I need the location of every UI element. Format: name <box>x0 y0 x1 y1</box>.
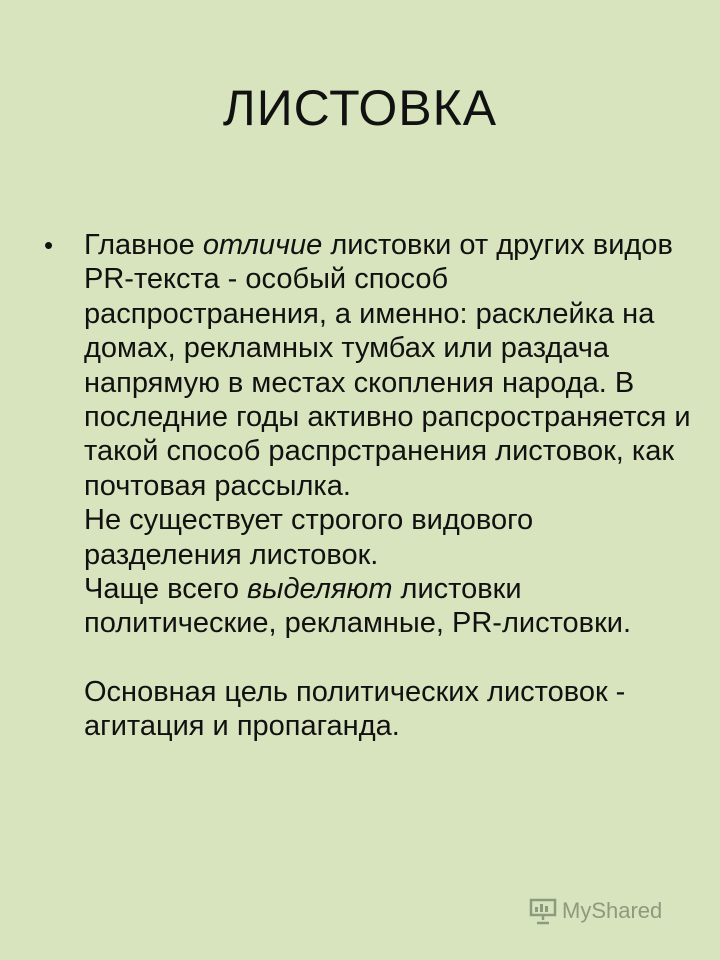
paragraph-spacer <box>84 641 694 675</box>
paragraph-1-emphasis: отличие <box>202 229 323 261</box>
bullet-text <box>84 228 694 744</box>
paragraph-3-rest: листовки политические, рекламные, PR-листовки. <box>84 573 632 640</box>
paragraph-4: Основная цель политических листовок - агитация и пропаганда. <box>84 675 626 743</box>
paragraph-3 <box>84 572 694 641</box>
paragraph-3-emphasis: выделяют <box>247 573 393 606</box>
paragraph-1 <box>84 228 694 503</box>
slide-body <box>44 228 694 744</box>
paragraph-1-rest: листовки от других видов PR-текста - особый способ распространения, а именно: расклейка на домах, рекламных тумбах или раздача напрямую в местах скопления народа. В последние годы активно рапсространяется и такой способ распрстранения листовок, как почтовая рассылка. <box>84 229 691 502</box>
watermark <box>528 896 662 926</box>
paragraph-3-start: Чаще всего <box>84 573 248 606</box>
paragraph-2: Не существует строгого видового разделения листовок. <box>84 504 534 571</box>
watermark-text: MyShared <box>562 898 663 923</box>
paragraph-1-start: Главное <box>84 229 203 261</box>
slide-title: ЛИСТОВКА <box>222 80 498 136</box>
presentation-icon <box>528 896 558 926</box>
bullet-marker: • <box>44 230 54 260</box>
